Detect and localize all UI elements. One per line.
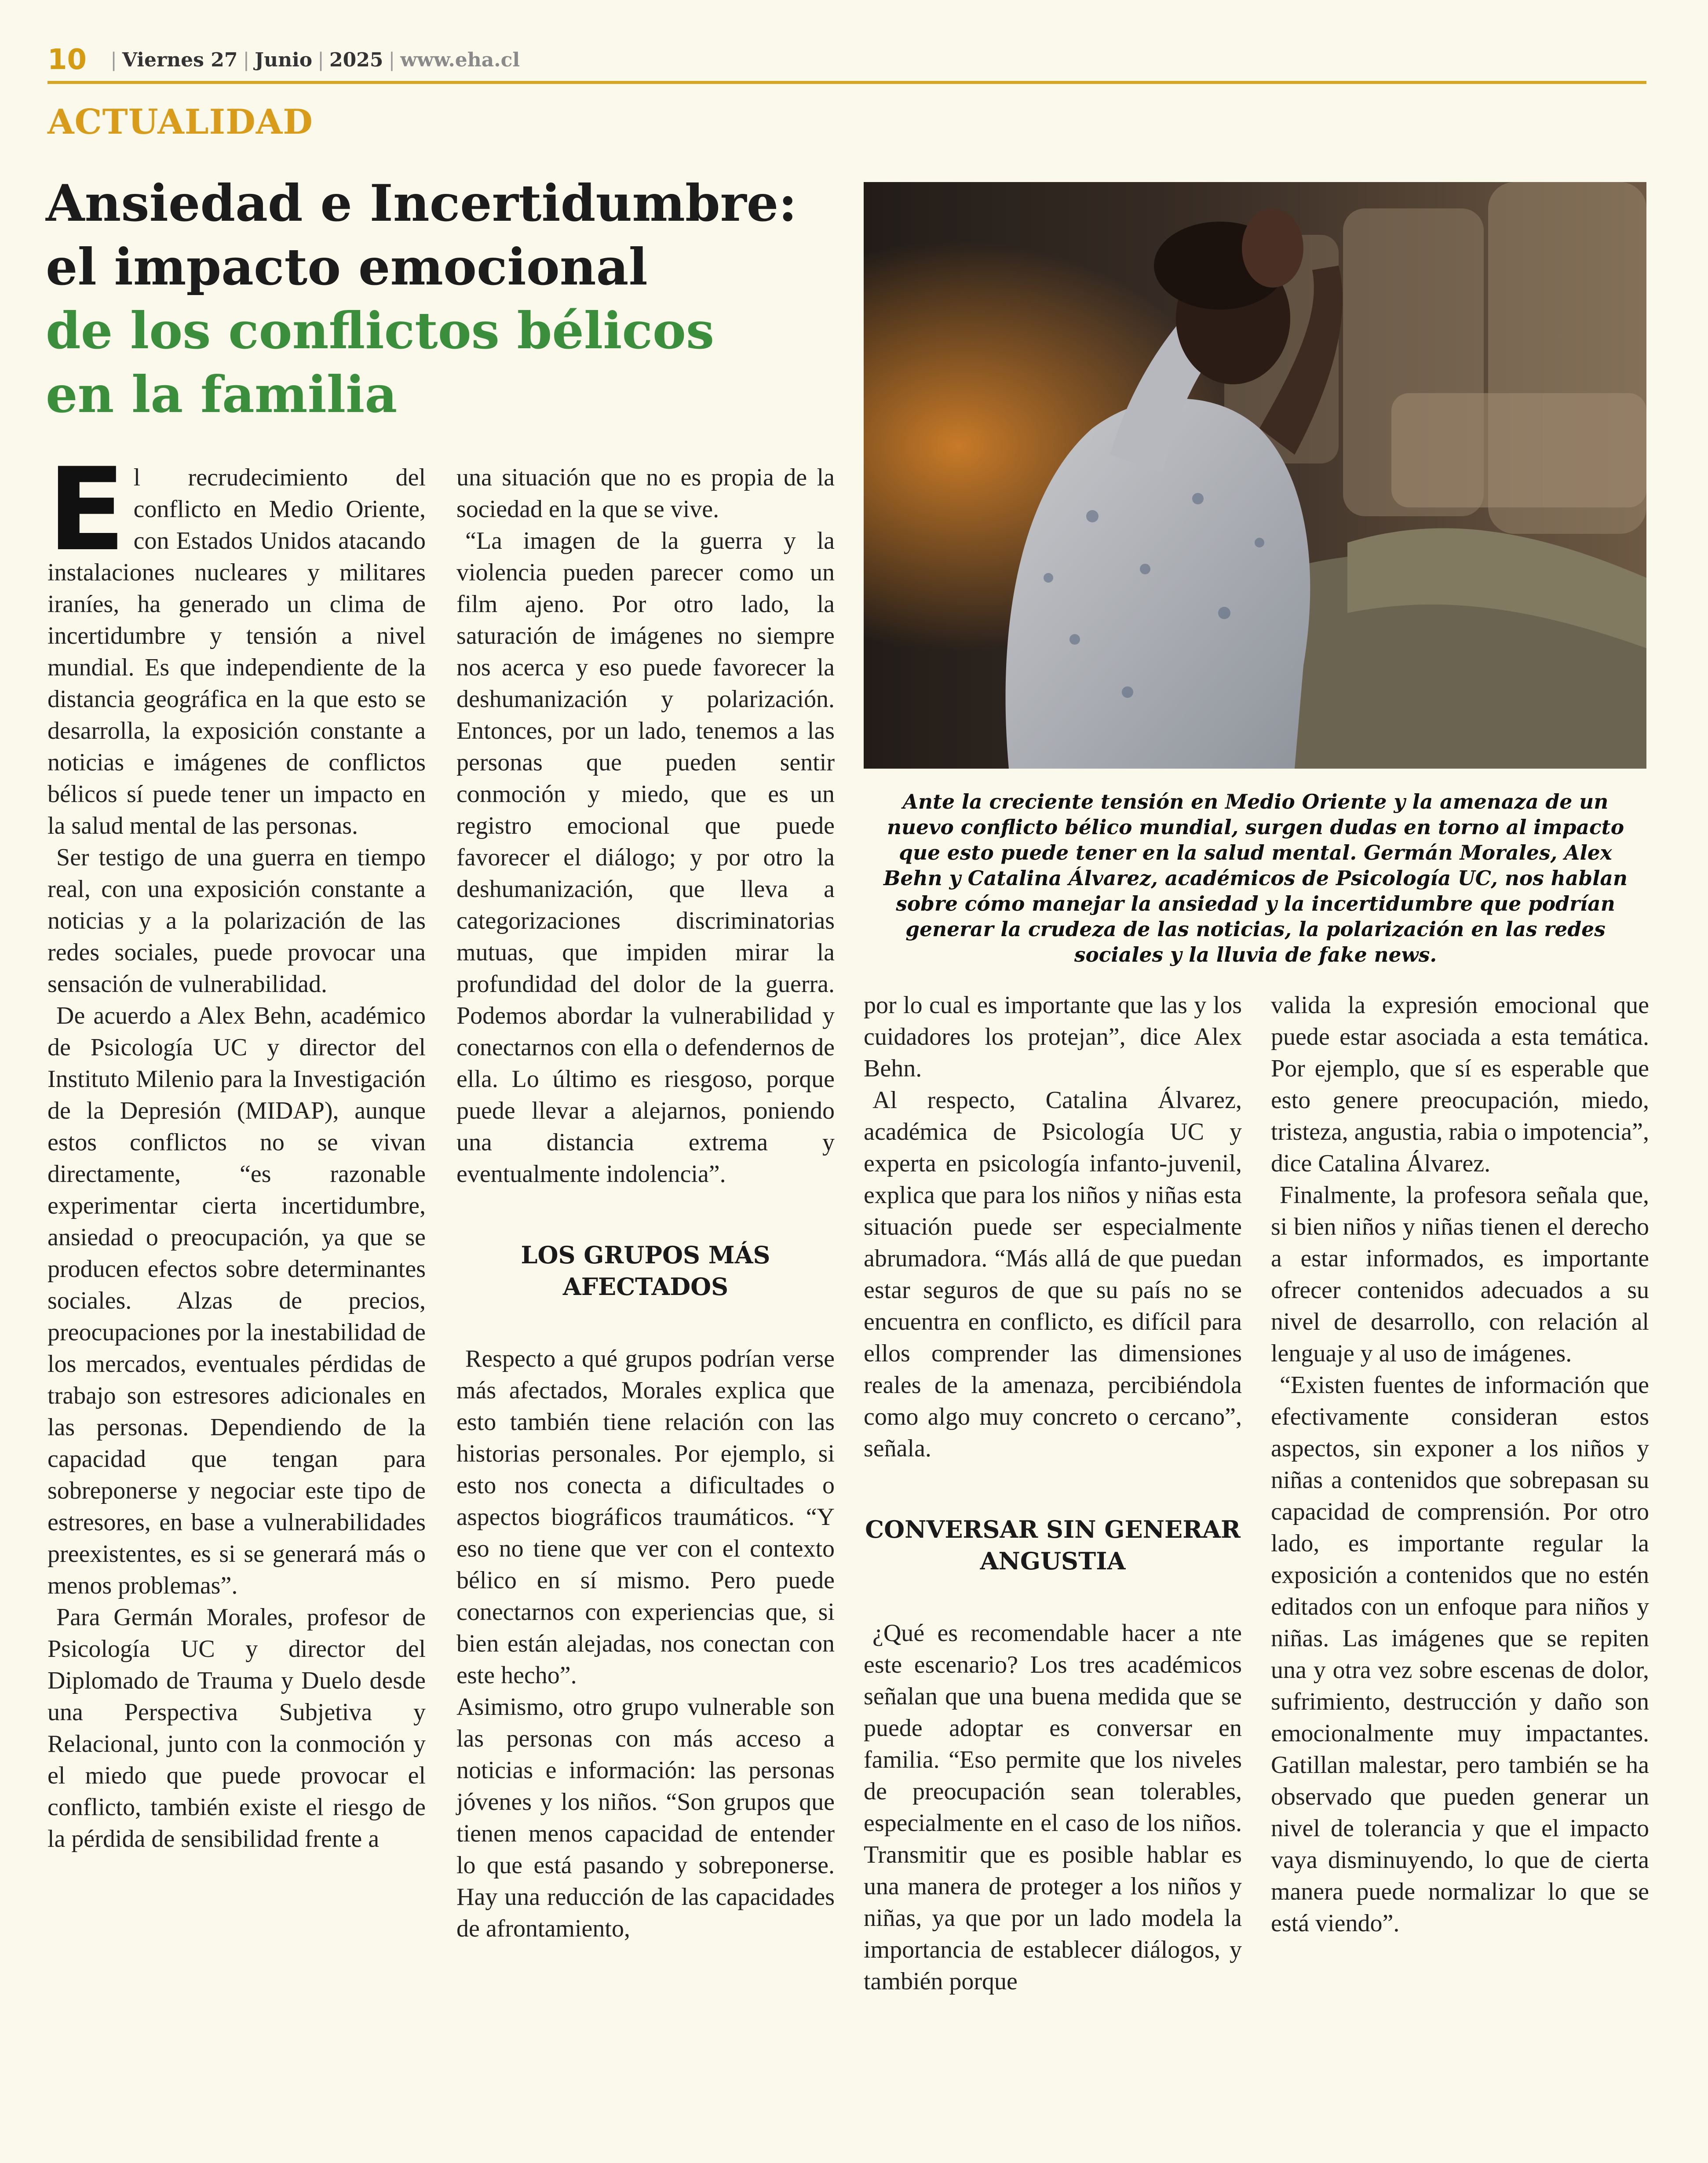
- page-number: 10: [47, 44, 87, 76]
- lead-paragraph: [47, 444, 426, 842]
- photo-caption: Ante la creciente tensión en Medio Oriente y la amenaza de un nuevo conflicto bélico mundial, surgen dudas en torno al impacto que esto puede tener en la salud mental. Germán Morales, Alex Behn y Catalina Álvarez, académicos de Psicología UC, nos hablan sobre cómo manejar la ansiedad y la incertidumbre que podrían generar la crudeza de las noticias, la polarización en las redes sociales y la lluvia de fake news.: [883, 790, 1628, 967]
- article-column-3: [864, 989, 1242, 1997]
- article-column-2: [456, 462, 835, 1944]
- headline-line-3: de los conflictos bélicos: [46, 301, 715, 360]
- paragraph: valida la expresión emocional que puede estar asociada a esta temática. Por ejemplo, que sí es esperable que esto genere preocupación, miedo, tristeza, angustia, rabia o impotencia”, dice Catalina Álvarez.: [1271, 992, 1649, 1177]
- paragraph: Ser testigo de una guerra en tiempo real, con una exposición constante a noticias y a la polarización de las redes sociales, puede provocar una sensación de vulnerabilidad.: [47, 844, 426, 998]
- article-photo: [864, 182, 1646, 769]
- article-column-4: [1271, 989, 1649, 1939]
- paragraph: “Existen fuentes de información que efectivamente consideran estos aspectos, sin exponer a los niños y niñas a contenidos que sobrepasan su capacidad de comprensión. Por otro lado, es importante regular la exposición a contenidos que no estén editados con un enfoque para niños y niñas. Las imágenes que se repiten una y otra vez sobre escenas de dolor, sufrimiento, destrucción y daño son emocionalmente muy impactantes. Gatillan malestar, pero también se ha observado que pueden generar un nivel de tolerancia y que el impacto vaya disminuyendo, lo que de cierta manera puede normalizar lo que se está viendo”.: [1271, 1371, 1649, 1937]
- paragraph: De acuerdo a Alex Behn, académico de Psicología UC y director del Instituto Milenio para la Investigación de la Depresión (MIDAP), aunque estos conflictos no se vivan directamente, “es razonable experimentar cierta incertidumbre, ansiedad o preocupación, ya que se producen efectos sobre determinantes sociales. Alzas de precios, preocupaciones por la inestabilidad de los mercados, eventuales pérdidas de trabajo son estresores adicionales en las personas. Dependiendo de la capacidad que tengan para sobreponerse y negociar este tipo de estresores, en base a vulnerabilidades preexistentes, es si se generará más o menos problemas”.: [47, 1002, 426, 1599]
- issue-meta: | Viernes 27 | Junio | 2025 | www.eha.cl: [110, 48, 520, 71]
- subheading-line: LOS GRUPOS MÁS: [521, 1241, 770, 1269]
- subheading-conversation: [864, 1514, 1242, 1577]
- subheading-line: CONVERSAR SIN GENERAR: [865, 1515, 1241, 1543]
- paragraph: Al respecto, Catalina Álvarez, académica de Psicología UC y experta en psicología infanto-juvenil, explica que para los niños y niñas esta situación puede ser especialmente abrumadora. “Más allá de que puedan estar seguros de que su país no se encuentra en conflicto, es difícil para ellos comprender las dimensiones reales de la amenaza, percibiéndola como algo muy concreto o cercano”, señala.: [864, 1087, 1242, 1462]
- subheading-affected-groups: [456, 1239, 835, 1302]
- paragraph: “La imagen de la guerra y la violencia pueden parecer como un film ajeno. Por otro lado, la saturación de imágenes no siempre nos acerca y eso puede favorecer la deshumanización y polarización. Entonces, por un lado, tenemos a las personas que pueden sentir conmoción y miedo, que es un registro emocional que puede favorecer el diálogo; y por otro la deshumanización, que lleva a categorizaciones discriminatorias mutuas, que impiden mirar la profundidad del dolor de la guerra. Podemos abordar la vulnerabilidad y conectarnos con ella o defendernos de ella. Lo último es riesgoso, porque puede llevar a alejarnos, poniendo una distancia extrema y eventualmente indolencia”.: [456, 527, 835, 1188]
- article-headline: [46, 171, 872, 427]
- website-link[interactable]: www.eha.cl: [400, 48, 520, 71]
- issue-year: 2025: [329, 48, 383, 71]
- issue-day: Viernes 27: [122, 48, 238, 71]
- headline-line-1: Ansiedad e Incertidumbre:: [46, 174, 797, 233]
- paragraph: ¿Qué es recomendable hacer a nte este escenario? Los tres académicos señalan que una buena medida que se puede adoptar es conversar en familia. “Eso permite que los niveles de preocupación sean tolerables, especialmente en el caso de los niños. Transmitir que es posible hablar es una manera de proteger a los niños y niñas, ya que por un lado modela la importancia de establecer diálogos, y también porque: [864, 1620, 1242, 1995]
- paragraph: Finalmente, la profesora señala que, si bien niños y niñas tienen el derecho a estar informados, es importante ofrecer contenidos adecuados a su nivel de desarrollo, con relación al lenguaje y al uso de imágenes.: [1271, 1182, 1649, 1367]
- section-label: ACTUALIDAD: [47, 102, 313, 142]
- paragraph: por lo cual es importante que las y los cuidadores los protejan”, dice Alex Behn.: [864, 992, 1242, 1082]
- article-column-1: [47, 444, 426, 1855]
- headline-line-4: en la familia: [46, 365, 398, 424]
- paragraph: Para Germán Morales, profesor de Psicología UC y director del Diplomado de Trauma y Duelo desde una Perspectiva Subjetiva y Relacional, junto con la conmoción y el miedo que puede provocar el conflicto, también existe el riesgo de la pérdida de sensibilidad frente a: [47, 1604, 426, 1853]
- paragraph: Asimismo, otro grupo vulnerable son las personas con más acceso a noticias e información: las personas jóvenes y los niños. “Son grupos que tienen menos capacidad de entender lo que está pasando y sobreponerse. Hay una reducción de las capacidades de afrontamiento,: [456, 1693, 835, 1942]
- headline-line-2: el impacto emocional: [46, 237, 648, 296]
- drop-cap: E: [47, 444, 126, 576]
- issue-month: Junio: [255, 48, 313, 71]
- photo-illustration: [864, 182, 1646, 769]
- paragraph: una situación que no es propia de la sociedad en la que se vive.: [456, 464, 835, 523]
- paragraph: Respecto a qué grupos podrían verse más afectados, Morales explica que esto también tiene relación con las historias personales. Por ejemplo, si esto nos conecta a dificultades o aspectos biográficos traumáticos. “Y eso no tiene que ver con el contexto bélico en sí mismo. Pero puede conectarnos con experiencias que, si bien están alejadas, nos conectan con este hecho”.: [456, 1345, 835, 1689]
- page-header: [47, 39, 1646, 84]
- subheading-line: AFECTADOS: [562, 1273, 729, 1301]
- subheading-line: ANGUSTIA: [980, 1547, 1126, 1575]
- lead-text: l recrudecimiento del conflicto en Medio Oriente, con Estados Unidos atacando instalaciones nucleares y militares iraníes, ha generado un clima de incertidumbre y tensión a nivel mundial. Es que independiente de la distancia geográfica en la que esto se desarrolla, la exposición constante a noticias e imágenes de conflictos bélicos sí puede tener un impacto en la salud mental de las personas.: [47, 464, 426, 839]
